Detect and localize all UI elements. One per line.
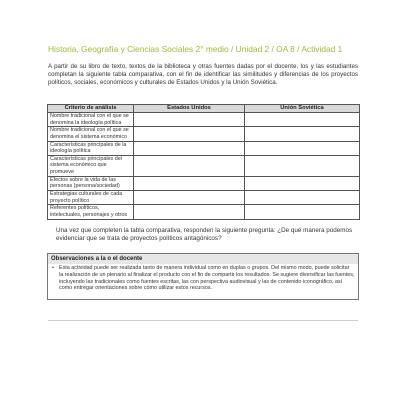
usa-answer-cell[interactable] [134,205,245,219]
criterion-cell: Efectos sobre la vida de las personas (persona/sociedad) [48,176,134,190]
ussr-answer-cell[interactable] [245,155,360,176]
follow-up-question: Una vez que completen la tabla comparativa, responden la siguiente pregunta: ¿De qué manera podemos evidenciar que se trata de proyectos políticos antagónicos? [56,227,353,243]
page-title: Historia, Geografía y Ciencias Sociales 2° medio / Unidad 2 / OA 8 / Actividad 1 [48,44,343,54]
ussr-answer-cell[interactable] [245,205,360,219]
table-row [48,155,360,176]
teacher-notes-box [47,253,359,300]
table-header-row [48,105,360,113]
teacher-notes-heading: Observaciones a la o el docente [48,254,358,264]
criterion-cell: Estrategias culturales de cada proyecto político [48,190,134,204]
criterion-cell: Características principales del sistema económico que promueve [48,155,134,176]
teacher-notes-text: Esta actividad puede ser realizada tanto de manera individual como en duplas o grupos. Del mismo modo, puede solicitar la realización de un plenario al finalizar el producto con el fin de compartir los resultados. Se sugiere diversificar las fuentes, incluyendo las tradicionales como fuentes escritas, las con perspectiva audiovisual y las de contenido iconográfico, así como entregar orientaciones sobre cómo utilizar estos recursos. [59,265,355,292]
activity-instructions: A partir de su libro de texto, textos de la biblioteca y otras fuentes dadas por el docente, los y las estudiantes completan la siguiente tabla comparativa, con el fin de identificar las similitudes y diferencias de los proyectos políticos, sociales, económicos y culturales de Estados Unidos y la Unión Soviética. [48,63,358,87]
footer-divider [48,320,358,321]
usa-answer-cell[interactable] [134,155,245,176]
criterion-cell: Nombre tradicional con el que se denomina el sistema económico [48,127,134,141]
table-row [48,205,360,219]
ussr-answer-cell[interactable] [245,141,360,155]
usa-answer-cell[interactable] [134,141,245,155]
column-header-ussr: Unión Soviética [245,105,360,113]
column-header-usa: Estados Unidos [134,105,245,113]
usa-answer-cell[interactable] [134,190,245,204]
usa-answer-cell[interactable] [134,176,245,190]
ussr-answer-cell[interactable] [245,190,360,204]
ussr-answer-cell[interactable] [245,113,360,127]
ussr-answer-cell[interactable] [245,127,360,141]
table-row [48,190,360,204]
table-row [48,127,360,141]
usa-answer-cell[interactable] [134,113,245,127]
table-row [48,176,360,190]
criterion-cell: Características principales de la ideología política [48,141,134,155]
criterion-cell: Nombre tradicional con el que se denomina la ideología política [48,113,134,127]
comparison-table [47,104,360,220]
column-header-criterion: Criterio de análisis [48,105,134,113]
table-row [48,141,360,155]
usa-answer-cell[interactable] [134,127,245,141]
teacher-notes-body [48,264,358,292]
table-row [48,113,360,127]
criterion-cell: Referentes políticos, intelectuales, personajes y otros [48,205,134,219]
bullet-icon: • [52,265,54,271]
ussr-answer-cell[interactable] [245,176,360,190]
